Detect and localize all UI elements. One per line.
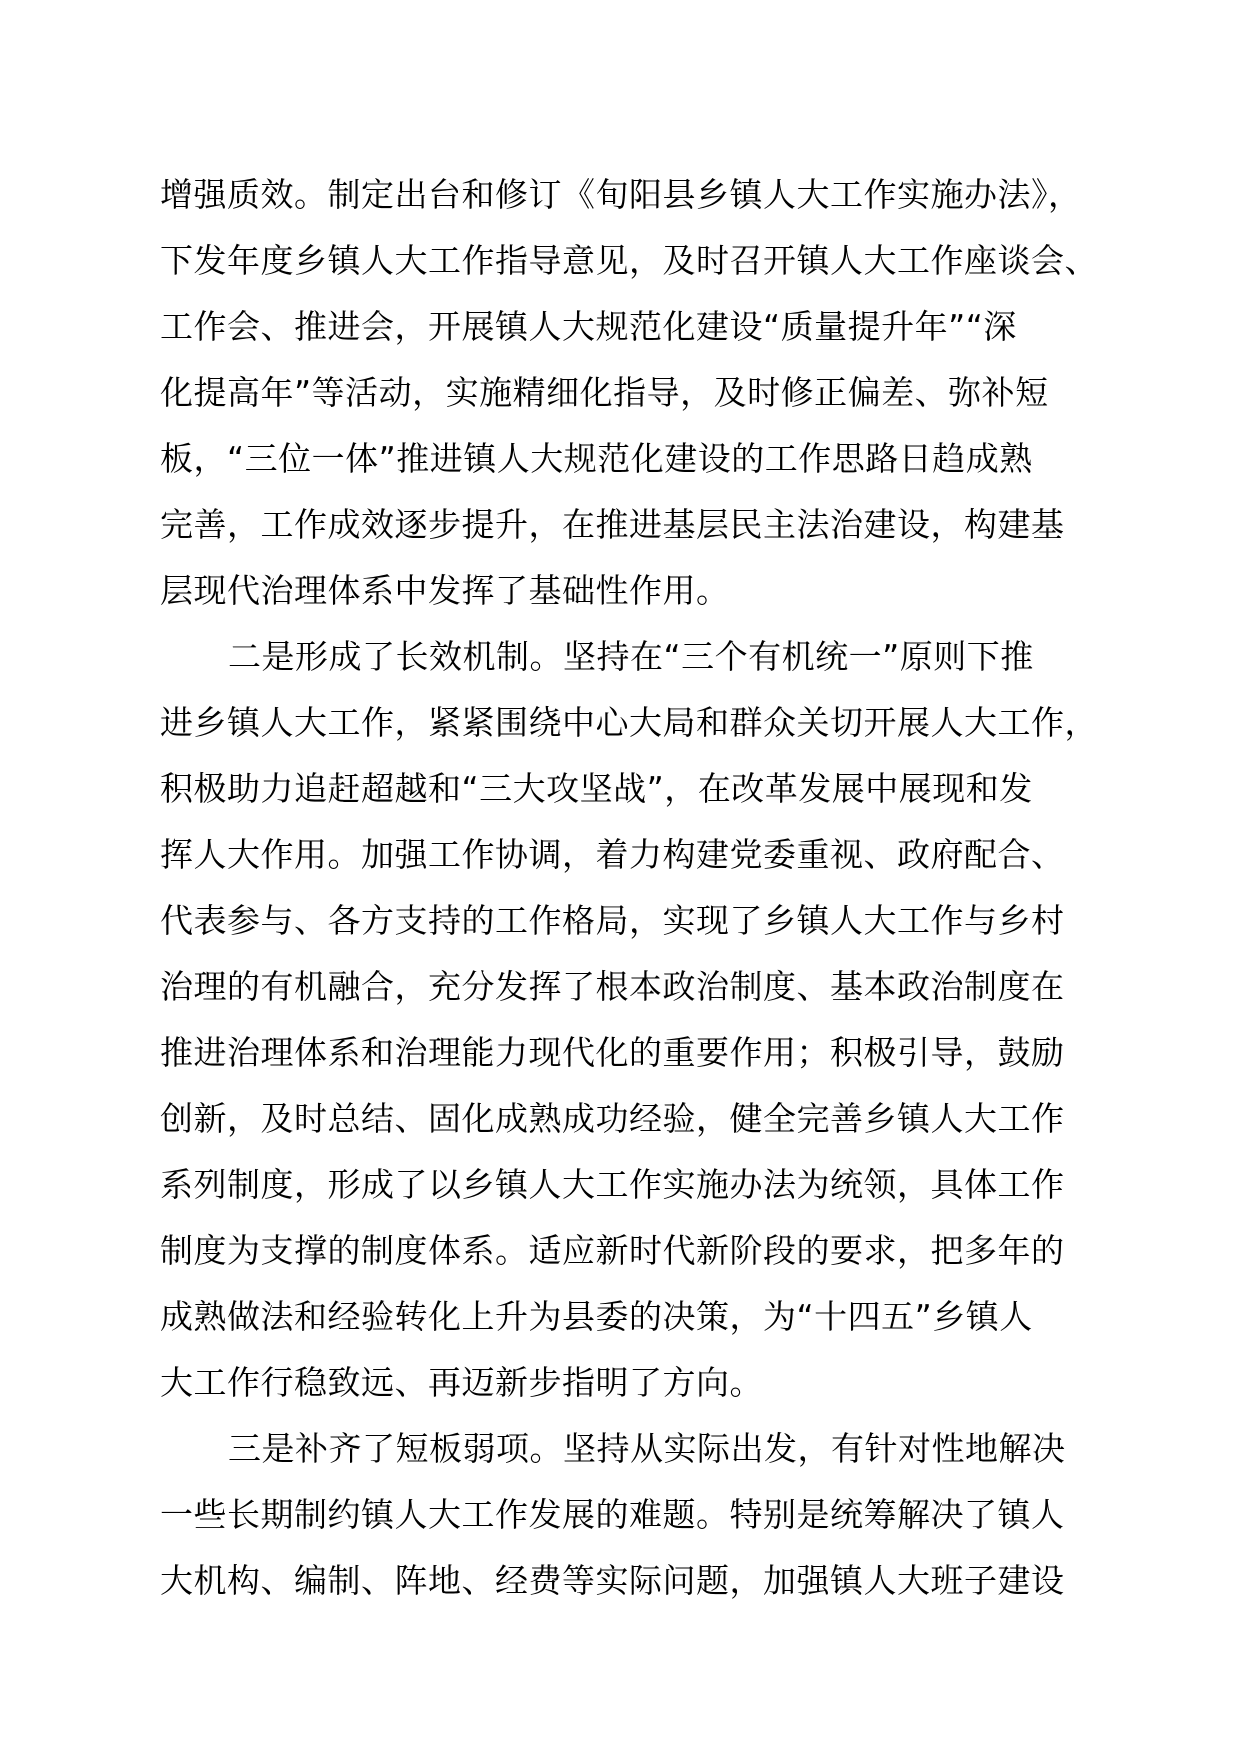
text-line: 挥人大作用。加强工作协调，着力构建党委重视、政府配合、 bbox=[160, 835, 1065, 874]
text-line: 系列制度，形成了以乡镇人大工作实施办法为统领，具体工作 bbox=[160, 1165, 1065, 1204]
text-line: 下发年度乡镇人大工作指导意见，及时召开镇人大工作座谈会、 bbox=[160, 241, 1098, 280]
text-line: 工作会、推进会，开展镇人大规范化建设“质量提升年”“深 bbox=[160, 307, 1017, 346]
text-line: 层现代治理体系中发挥了基础性作用。 bbox=[160, 571, 730, 610]
body-text bbox=[160, 162, 1120, 1614]
text-line: 大机构、编制、阵地、经费等实际问题，加强镇人大班子建设 bbox=[160, 1561, 1065, 1600]
text-line: 完善，工作成效逐步提升，在推进基层民主法治建设，构建基 bbox=[160, 505, 1065, 544]
text-line: 代表参与、各方支持的工作格局，实现了乡镇人大工作与乡村 bbox=[160, 901, 1065, 940]
text-line: 积极助力追赶超越和“三大攻坚战”，在改革发展中展现和发 bbox=[160, 769, 1033, 808]
text-line: 治理的有机融合，充分发挥了根本政治制度、基本政治制度在 bbox=[160, 967, 1065, 1006]
text-line: 化提高年”等活动，实施精细化指导，及时修正偏差、弥补短 bbox=[160, 373, 1049, 412]
text-line: 成熟做法和经验转化上升为县委的决策，为“十四五”乡镇人 bbox=[160, 1297, 1033, 1336]
text-line: 推进治理体系和治理能力现代化的重要作用；积极引导，鼓励 bbox=[160, 1033, 1065, 1072]
text-line: 大工作行稳致远、再迈新步指明了方向。 bbox=[160, 1363, 763, 1402]
paragraph-first-line: 二是形成了长效机制。坚持在“三个有机统一”原则下推 bbox=[228, 637, 1034, 676]
text-line: 增强质效。制定出台和修订《旬阳县乡镇人大工作实施办法》， bbox=[160, 175, 1082, 214]
text-line: 板，“三位一体”推进镇人大规范化建设的工作思路日趋成熟 bbox=[160, 439, 1033, 478]
text-line: 进乡镇人大工作，紧紧围绕中心大局和群众关切开展人大工作， bbox=[160, 703, 1098, 742]
text-line: 制度为支撑的制度体系。适应新时代新阶段的要求，把多年的 bbox=[160, 1231, 1065, 1270]
text-line: 创新，及时总结、固化成熟成功经验，健全完善乡镇人大工作 bbox=[160, 1099, 1065, 1138]
text-line: 一些长期制约镇人大工作发展的难题。特别是统筹解决了镇人 bbox=[160, 1495, 1065, 1534]
paragraph-first-line: 三是补齐了短板弱项。坚持从实际出发，有针对性地解决 bbox=[228, 1429, 1066, 1468]
